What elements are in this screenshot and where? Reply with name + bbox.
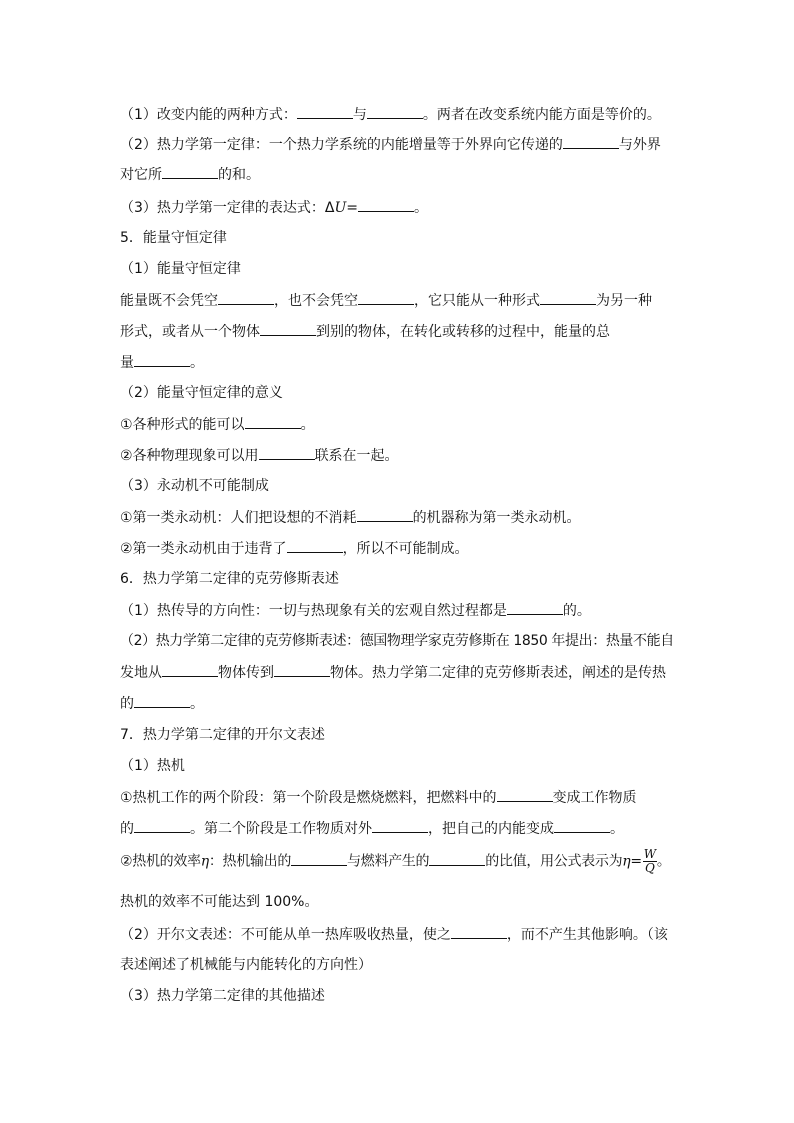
list-item-efficiency [120, 848, 680, 875]
text: ①热机工作的两个阶段：第一个阶段是燃烧燃料，把燃料中的 [120, 790, 497, 806]
fill-blank[interactable] [291, 851, 347, 866]
fill-blank[interactable] [540, 290, 596, 305]
list-item [120, 538, 680, 559]
line-first-law-definition [120, 134, 680, 155]
text: （2）热力学第二定律的克劳修斯表述：德国物理学家克劳修斯在 1850 年提出：热量不能自 [120, 633, 674, 649]
fill-blank[interactable] [451, 924, 507, 939]
fill-blank[interactable] [358, 290, 414, 305]
fill-blank[interactable] [563, 134, 619, 149]
fill-blank[interactable] [134, 352, 190, 367]
line-clausius-statement-end [120, 693, 680, 714]
text: ，把自己的内能变成 [428, 821, 554, 837]
symbol-u: U [334, 200, 347, 216]
symbol-eta: η [200, 853, 209, 870]
fill-blank[interactable] [554, 818, 610, 833]
text: 到别的物体，在转化或转移的过程中，能量的总 [316, 324, 610, 340]
text: 7．热力学第二定律的开尔文表述 [120, 727, 325, 743]
text: 。 [190, 696, 204, 712]
text: 的 [120, 821, 134, 837]
text: （3）热力学第一定律的表达式：Δ [120, 200, 335, 216]
fill-blank[interactable] [134, 818, 190, 833]
text: 。 [190, 355, 204, 371]
fill-blank[interactable] [259, 445, 315, 460]
text: 5．能量守恒定律 [120, 230, 227, 246]
subheading [120, 986, 680, 1006]
line-clausius-statement [120, 631, 680, 651]
line-efficiency-note [120, 892, 680, 912]
text: = [346, 200, 359, 216]
text: 。 [610, 821, 624, 837]
list-item [120, 507, 680, 528]
fill-blank[interactable] [367, 104, 423, 119]
text: 对它所 [120, 167, 162, 183]
fill-blank[interactable] [162, 164, 218, 179]
text: 量 [120, 355, 134, 371]
fill-blank[interactable] [260, 321, 316, 336]
fill-blank[interactable] [429, 851, 485, 866]
text: 形式，或者从一个物体 [120, 324, 260, 340]
text: （1）热机 [120, 758, 185, 774]
text: 物体。热力学第二定律的克劳修斯表述，阐述的是传热 [330, 665, 666, 681]
text: 的。 [562, 603, 591, 619]
subheading [120, 756, 680, 776]
text: （1）热传导的方向性：一切与热现象有关的宏观自然过程都是 [120, 603, 507, 619]
text: （3）永动机不可能制成 [120, 478, 269, 494]
line-first-law-expression [120, 197, 680, 218]
fill-blank[interactable] [357, 507, 413, 522]
line-energy-conservation-end [120, 352, 680, 373]
text: 的和。 [218, 167, 260, 183]
text: 与燃料产生的 [347, 853, 430, 870]
text: 表述阐述了机械能与内能转化的方向性） [120, 957, 372, 973]
subheading [120, 383, 680, 403]
fill-blank[interactable] [507, 600, 563, 615]
text: 的机器称为第一类永动机。 [412, 510, 581, 526]
subheading [120, 476, 680, 496]
text: 物体传到 [218, 665, 274, 681]
text: （2）能量守恒定律的意义 [120, 385, 283, 401]
fill-blank[interactable] [372, 818, 428, 833]
text: = [630, 853, 642, 870]
fill-blank[interactable] [218, 290, 274, 305]
section-heading-kelvin [120, 725, 680, 745]
fill-blank[interactable] [274, 662, 330, 677]
text: 。第二个阶段是工作物质对外 [190, 821, 372, 837]
fill-blank[interactable] [497, 787, 553, 802]
text: （1）改变内能的两种方式： [120, 107, 297, 123]
efficiency-fraction [643, 848, 657, 875]
fill-blank[interactable] [358, 197, 414, 212]
fill-blank[interactable] [245, 414, 301, 429]
fraction-denominator: Q [645, 861, 655, 875]
section-heading-clausius [120, 569, 680, 589]
text: ②第一类永动机由于违背了 [120, 541, 287, 557]
fill-blank[interactable] [287, 538, 343, 553]
text: （2）热力学第一定律：一个热力学系统的内能增量等于外界向它传递的 [120, 137, 563, 153]
text: （3）热力学第二定律的其他描述 [120, 988, 325, 1004]
text: 联系在一起。 [314, 448, 399, 464]
text: 变成工作物质 [552, 790, 637, 806]
line-kelvin-statement-cont [120, 955, 680, 975]
text: 。 [414, 200, 429, 216]
list-item [120, 445, 680, 466]
line-energy-conservation [120, 290, 680, 311]
text: 的比值，用公式表示为 [485, 853, 623, 870]
line-energy-conservation-cont [120, 321, 680, 342]
text: 为另一种 [596, 293, 652, 309]
text: 。 [300, 417, 315, 433]
text: 6．热力学第二定律的克劳修斯表述 [120, 571, 339, 587]
text: 。 [656, 853, 671, 870]
text: ①各种形式的能可以 [120, 417, 245, 433]
text: ②各种物理现象可以用 [120, 448, 259, 464]
section-heading-energy-conservation [120, 228, 680, 248]
text: 与 [352, 107, 367, 123]
line-internal-energy-ways [120, 104, 680, 125]
fraction-numerator: W [643, 847, 656, 861]
text: （2）开尔文表述：不可能从单一热库吸收热量，使之 [120, 927, 451, 943]
text: 能量既不会凭空 [120, 293, 218, 309]
line-clausius-statement-cont [120, 662, 680, 683]
subheading [120, 259, 680, 279]
text: ①第一类永动机：人们把设想的不消耗 [120, 510, 357, 526]
symbol-eta: η [622, 853, 631, 870]
text: ②热机的效率 [120, 853, 201, 870]
line-heat-conduction-direction [120, 600, 680, 621]
text: ，它只能从一种形式 [414, 293, 540, 309]
text: 与外界 [618, 137, 661, 153]
text: 热机的效率不可能达到 100%。 [120, 894, 319, 910]
text: ，而不产生其他影响。（该 [506, 927, 668, 943]
text: （1）能量守恒定律 [120, 261, 241, 277]
text: ，所以不可能制成。 [342, 541, 469, 557]
list-item-cont [120, 818, 680, 839]
line-kelvin-statement [120, 924, 680, 945]
text: 。两者在改变系统内能方面是等价的。 [422, 107, 661, 123]
line-first-law-definition-cont [120, 164, 680, 185]
text: ，也不会凭空 [274, 293, 358, 309]
fill-blank[interactable] [297, 104, 353, 119]
list-item [120, 787, 680, 808]
text: ：热机输出的 [208, 853, 292, 870]
text: 发地从 [120, 665, 162, 681]
list-item [120, 414, 680, 435]
text: 的 [120, 696, 134, 712]
fill-blank[interactable] [162, 662, 218, 677]
fill-blank[interactable] [134, 693, 190, 708]
